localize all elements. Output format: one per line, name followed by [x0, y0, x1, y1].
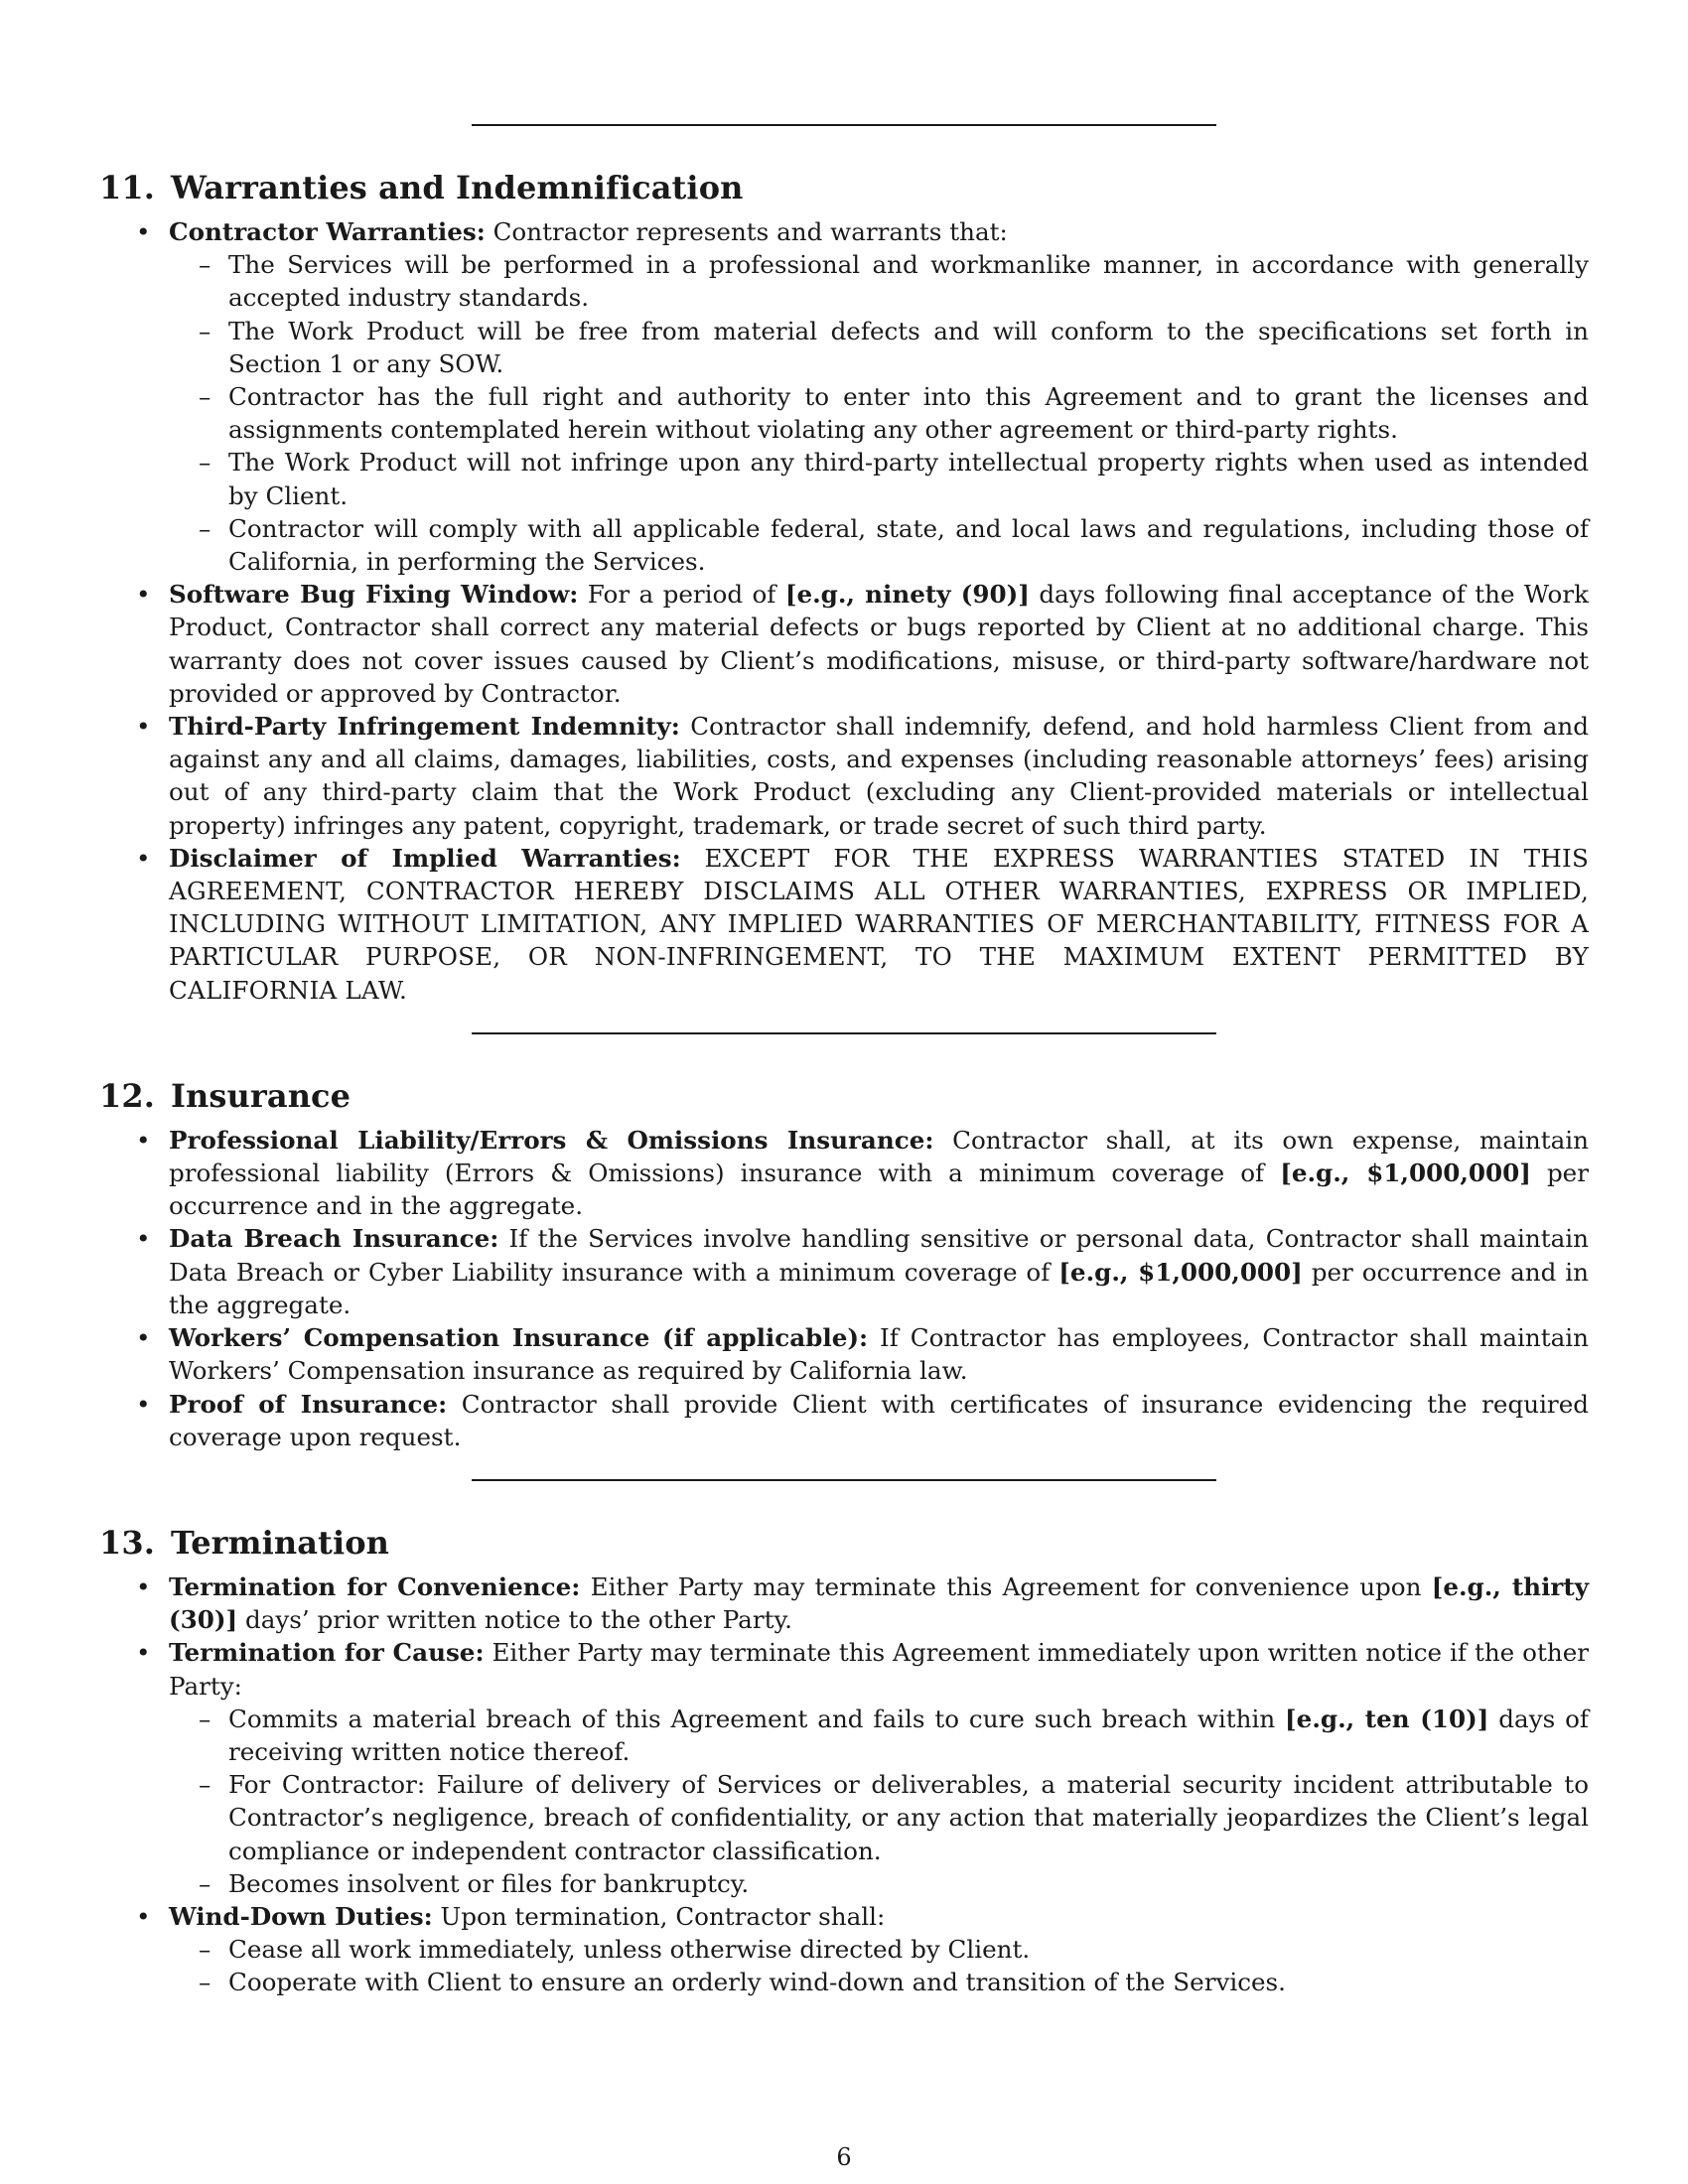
placeholder-value: [e.g., $1,000,000]	[1058, 1257, 1303, 1287]
item-label: Termination for Convenience:	[169, 1571, 581, 1601]
sub-list-item: – Becomes insolvent or files for bankruptcy.	[169, 1867, 1589, 1900]
section-heading: 12. Insurance	[99, 1076, 352, 1115]
section-warranties	[99, 168, 1589, 1007]
placeholder-value: [e.g., thirty (30)]	[169, 1571, 1590, 1635]
sub-list-item: – For Contractor: Failure of delivery of Services or deliverables, a material security incident attributable to Contractor’s negligence, breach of confidentiality, or any action that materially jeopardizes the Client’s legal compliance or independent contractor classification.	[169, 1768, 1589, 1867]
item-label: Workers’ Compensation Insurance (if applicable):	[169, 1323, 869, 1353]
placeholder-value: [e.g., ten (10)]	[1285, 1704, 1489, 1733]
list-item: • Termination for Cause: Either Party may terminate this Agreement immediately upon written notice if the other Party: – Commits a material breach of this Agreement and fails to cure such breach within [e.g., ten (10)] days of receiving written notice thereof. – For Contractor: Failure of delivery of Services or deliverables, a material security incident attributable to Contractor’s negligence, breach of confidentiality, or any action that materially jeopardizes the Client’s legal compliance or independent contractor classification. – Becomes insolvent or files for bankruptcy.	[99, 1636, 1589, 1900]
list-item: • Termination for Convenience: Either Party may terminate this Agreement for convenience upon [e.g., thirty (30)] days’ prior written notice to the other Party.	[99, 1570, 1589, 1636]
item-label: Termination for Cause:	[169, 1638, 485, 1668]
list-item: • Disclaimer of Implied Warranties: EXCEPT FOR THE EXPRESS WARRANTIES STATED IN THIS AGREEMENT, CONTRACTOR HEREBY DISCLAIMS ALL OTHER WARRANTIES, EXPRESS OR IMPLIED, INCLUDING WITHOUT LIMITATION, ANY IMPLIED WARRANTIES OF MERCHANTABILITY, FITNESS FOR A PARTICULAR PURPOSE, OR NON-INFRINGEMENT, TO THE MAXIMUM EXTENT PERMITTED BY CALIFORNIA LAW.	[99, 842, 1589, 1007]
placeholder-value: [e.g., $1,000,000]	[1280, 1159, 1531, 1188]
section-termination	[99, 1523, 1589, 1999]
list-item: • Professional Liability/Errors & Omissions Insurance: Contractor shall, at its own expense, maintain professional liability (Errors & Omissions) insurance with a minimum coverage of [e.g., $1,000,000] per occurrence and in the aggregate.	[99, 1124, 1589, 1223]
list-item: • Third-Party Infringement Indemnity: Contractor shall indemnify, defend, and hold harmless Client from and against any and all claims, damages, liabilities, costs, and expenses (including reasonable attorneys’ fees) arising out of any third-party claim that the Work Product (excluding any Client-provided materials or intellectual property) infringes any patent, copyright, trademark, or trade secret of such third party.	[99, 710, 1589, 842]
sub-list-item: – Cooperate with Client to ensure an orderly wind-down and transition of the Services.	[169, 1966, 1589, 1998]
item-label: Software Bug Fixing Window:	[169, 580, 579, 610]
list-item: • Contractor Warranties: Contractor represents and warrants that: – The Services will be performed in a professional and workmanlike manner, in accordance with generally accepted industry standards. – The Work Product will be free from material defects and will conform to the specifications set forth in Section 1 or any SOW. – Contractor has the full right and authority to enter into this Agreement and to grant the licenses and assignments contemplated herein without violating any other agreement or third-party rights. – The Work Product will not infringe upon any third-party intellectual property rights when used as intended by Client. – Contractor will comply with all applicable federal, state, and local laws and regulations, including those of California, in performing the Services.	[99, 215, 1589, 578]
section-heading: 11. Warranties and Indemnification	[99, 169, 744, 206]
sub-list-item: – Contractor will comply with all applicable federal, state, and local laws and regulations, including those of California, in performing the Services.	[169, 512, 1589, 578]
document-page	[99, 99, 1589, 2144]
section-divider	[472, 124, 1216, 126]
sub-list-item: – The Services will be performed in a professional and workmanlike manner, in accordance with generally accepted industry standards.	[169, 248, 1589, 314]
item-label: Professional Liability/Errors & Omissions Insurance:	[169, 1125, 934, 1155]
list-item: • Proof of Insurance: Contractor shall provide Client with certificates of insurance evidencing the required coverage upon request.	[99, 1388, 1589, 1453]
section-insurance	[99, 1076, 1589, 1453]
section-divider	[472, 1032, 1216, 1034]
item-label: Contractor Warranties:	[169, 217, 486, 246]
item-label: Disclaimer of Implied Warranties:	[169, 843, 681, 873]
section-divider	[472, 1479, 1216, 1481]
list-item: • Software Bug Fixing Window: For a period of [e.g., ninety (90)] days following final acceptance of the Work Product, Contractor shall correct any material defects or bugs reported by Client at no additional charge. This warranty does not cover issues caused by Client’s modifications, misuse, or third-party software/hardware not provided or approved by Contractor.	[99, 578, 1589, 710]
sub-list-item: – Cease all work immediately, unless otherwise directed by Client.	[169, 1933, 1589, 1966]
item-label: Proof of Insurance:	[169, 1389, 448, 1419]
item-label: Wind-Down Duties:	[169, 1901, 433, 1931]
sub-list-item: – Commits a material breach of this Agreement and fails to cure such breach within [e.g., ten (10)] days of receiving written notice thereof.	[169, 1703, 1589, 1768]
sub-list-item: – The Work Product will be free from material defects and will conform to the specifications set forth in Section 1 or any SOW.	[169, 315, 1589, 380]
placeholder-value: [e.g., ninety (90)]	[784, 580, 1030, 610]
section-heading: 13. Termination	[99, 1523, 390, 1562]
list-item: • Wind-Down Duties: Upon termination, Contractor shall: – Cease all work immediately, unless otherwise directed by Client. – Cooperate with Client to ensure an orderly wind-down and transition of the Services.	[99, 1900, 1589, 1999]
sub-list-item: – Contractor has the full right and authority to enter into this Agreement and to grant the licenses and assignments contemplated herein without violating any other agreement or third-party rights.	[169, 380, 1589, 446]
sub-list-item: – The Work Product will not infringe upon any third-party intellectual property rights when used as intended by Client.	[169, 446, 1589, 511]
item-label: Data Breach Insurance:	[169, 1224, 499, 1254]
item-label: Third-Party Infringement Indemnity:	[169, 712, 680, 742]
list-item: • Data Breach Insurance: If the Services involve handling sensitive or personal data, Contractor shall maintain Data Breach or Cyber Liability insurance with a minimum coverage of [e.g., $1,000,000] per occurrence and in the aggregate.	[99, 1222, 1589, 1321]
page-number: 6	[836, 2143, 852, 2171]
list-item: • Workers’ Compensation Insurance (if applicable): If Contractor has employees, Contractor shall maintain Workers’ Compensation insurance as required by California law.	[99, 1321, 1589, 1387]
